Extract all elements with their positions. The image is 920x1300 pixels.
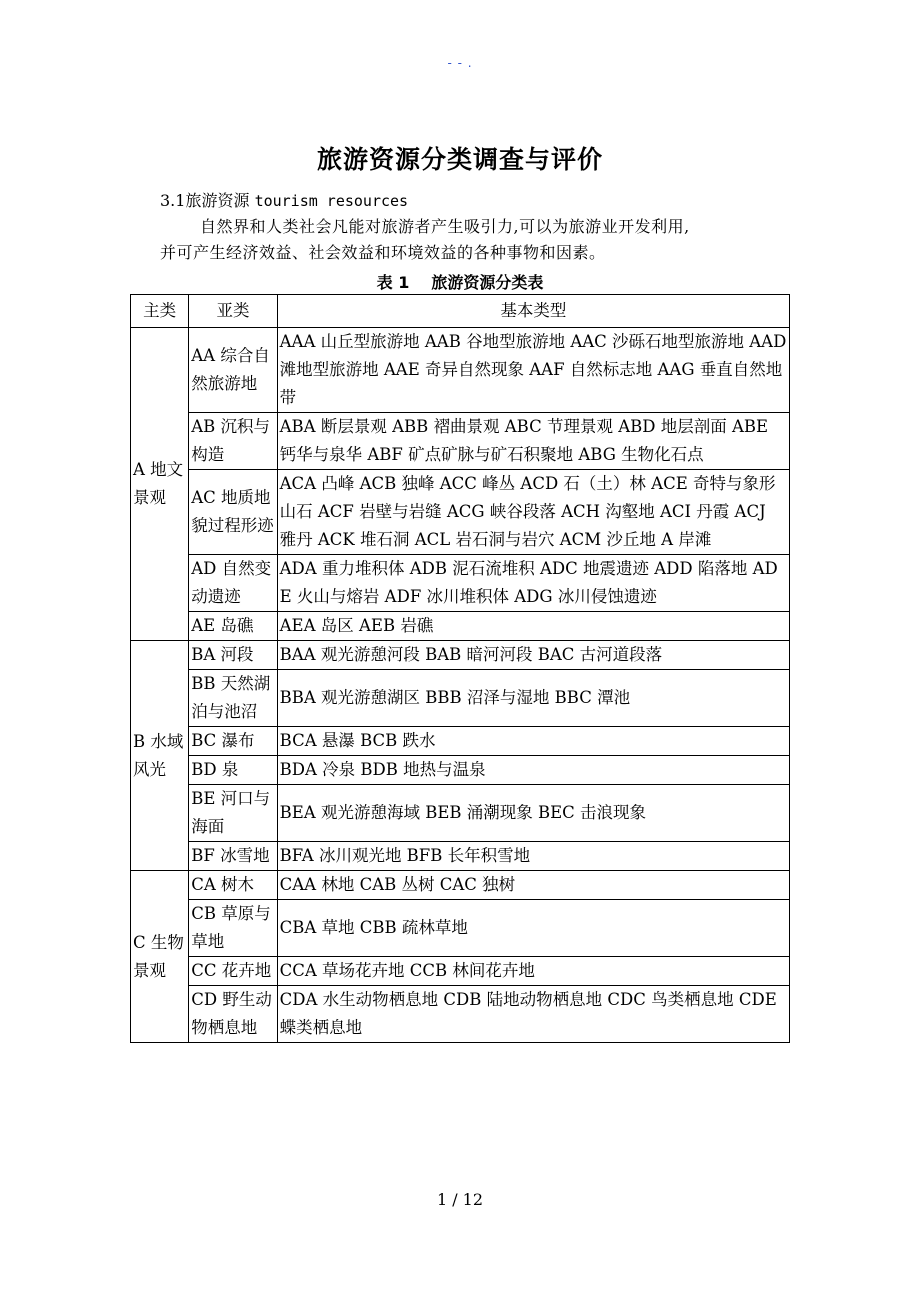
section-english: tourism resources <box>254 192 409 210</box>
resource-classification-table <box>130 294 790 1043</box>
section-number: 3.1 <box>160 191 186 210</box>
table-row <box>131 785 790 842</box>
basic-type-cell: BCA 悬瀑 BCB 跌水 <box>277 727 789 756</box>
header-main-class: 主类 <box>131 295 189 328</box>
table-header-row <box>131 295 790 328</box>
basic-type-cell: BDA 冷泉 BDB 地热与温泉 <box>277 756 789 785</box>
basic-type-cell: BAA 观光游憩河段 BAB 暗河河段 BAC 古河道段落 <box>277 641 789 670</box>
table-row <box>131 727 790 756</box>
table-row <box>131 756 790 785</box>
basic-type-cell: ACA 凸峰 ACB 独峰 ACC 峰丛 ACD 石（土）林 ACE 奇特与象形山石 ACF 岩壁与岩缝 ACG 峡谷段落 ACH 沟壑地 ACI 丹霞 ACJ 雅丹 ACK 堆石洞 ACL 岩石洞与岩穴 ACM 沙丘地 A 岸滩 <box>277 470 789 555</box>
sub-class-cell: BA 河段 <box>189 641 277 670</box>
basic-type-cell: CCA 草场花卉地 CCB 林间花卉地 <box>277 957 789 986</box>
table-row <box>131 328 790 413</box>
main-class-cell: A 地文景观 <box>131 328 189 641</box>
basic-type-cell: AEA 岛区 AEB 岩礁 <box>277 612 789 641</box>
basic-type-cell: ADA 重力堆积体 ADB 泥石流堆积 ADC 地震遗迹 ADD 陷落地 ADE 火山与熔岩 ADF 冰川堆积体 ADG 冰川侵蚀遗迹 <box>277 555 789 612</box>
header-mark: - - . <box>447 56 473 70</box>
table-caption-label: 表 1 <box>376 273 410 292</box>
main-class-cell: C 生物景观 <box>131 871 189 1043</box>
table-row <box>131 842 790 871</box>
basic-type-cell: CDA 水生动物栖息地 CDB 陆地动物栖息地 CDC 鸟类栖息地 CDE 蝶类栖息地 <box>277 986 789 1043</box>
sub-class-cell: AB 沉积与构造 <box>189 413 277 470</box>
document-title: 旅游资源分类调查与评价 <box>316 145 603 174</box>
sub-class-cell: BC 瀑布 <box>189 727 277 756</box>
sub-class-cell: AE 岛礁 <box>189 612 277 641</box>
header-basic-type: 基本类型 <box>277 295 789 328</box>
header-sub-class: 亚类 <box>189 295 277 328</box>
basic-type-cell: BFA 冰川观光地 BFB 长年积雪地 <box>277 842 789 871</box>
sub-class-cell: BD 泉 <box>189 756 277 785</box>
table-caption <box>0 270 920 293</box>
sub-class-cell: AA 综合自然旅游地 <box>189 328 277 413</box>
table-row <box>131 670 790 727</box>
table-row <box>131 900 790 957</box>
table-row <box>131 986 790 1043</box>
basic-type-cell: ABA 断层景观 ABB 褶曲景观 ABC 节理景观 ABD 地层剖面 ABE 钙华与泉华 ABF 矿点矿脉与矿石积聚地 ABG 生物化石点 <box>277 413 789 470</box>
table-row <box>131 612 790 641</box>
sub-class-cell: AC 地质地貌过程形迹 <box>189 470 277 555</box>
table-row <box>131 555 790 612</box>
definition-line-1: 自然界和人类社会凡能对旅游者产生吸引力,可以为旅游业开发利用, <box>200 217 690 236</box>
basic-type-cell: BBA 观光游憩湖区 BBB 沼泽与湿地 BBC 潭池 <box>277 670 789 727</box>
main-class-cell: B 水域风光 <box>131 641 189 871</box>
sub-class-cell: CC 花卉地 <box>189 957 277 986</box>
basic-type-cell: CAA 林地 CAB 丛树 CAC 独树 <box>277 871 789 900</box>
basic-type-cell: AAA 山丘型旅游地 AAB 谷地型旅游地 AAC 沙砾石地型旅游地 AAD 滩地型旅游地 AAE 奇异自然现象 AAF 自然标志地 AAG 垂直自然地带 <box>277 328 789 413</box>
table-row <box>131 641 790 670</box>
table-caption-title: 旅游资源分类表 <box>431 273 544 292</box>
sub-class-cell: BF 冰雪地 <box>189 842 277 871</box>
sub-class-cell: BE 河口与海面 <box>189 785 277 842</box>
page-number: 1 / 12 <box>436 1190 484 1209</box>
definition-line-2: 并可产生经济效益、社会效益和环境效益的各种事物和因素。 <box>160 243 606 262</box>
section-heading <box>160 188 408 211</box>
sub-class-cell: CB 草原与草地 <box>189 900 277 957</box>
table-row <box>131 413 790 470</box>
sub-class-cell: AD 自然变动遗迹 <box>189 555 277 612</box>
sub-class-cell: BB 天然湖泊与池沼 <box>189 670 277 727</box>
sub-class-cell: CA 树木 <box>189 871 277 900</box>
basic-type-cell: CBA 草地 CBB 疏林草地 <box>277 900 789 957</box>
table-row <box>131 957 790 986</box>
section-name: 旅游资源 <box>185 191 250 210</box>
table-row <box>131 470 790 555</box>
basic-type-cell: BEA 观光游憩海域 BEB 涌潮现象 BEC 击浪现象 <box>277 785 789 842</box>
sub-class-cell: CD 野生动物栖息地 <box>189 986 277 1043</box>
table-row <box>131 871 790 900</box>
